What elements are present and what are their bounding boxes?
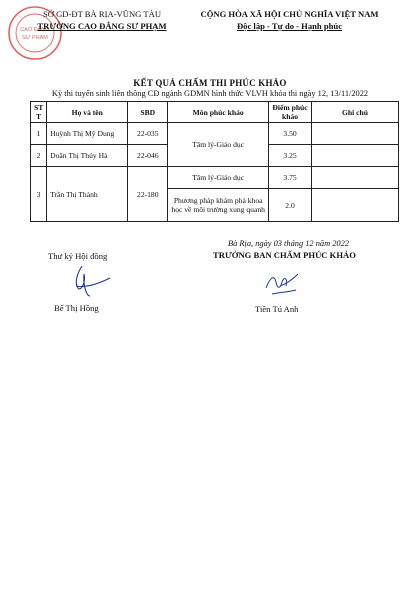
- header-name: Họ và tên: [47, 102, 128, 123]
- cell-name: Huỳnh Thị Mỹ Dung: [47, 123, 128, 145]
- cell-score: 3.25: [269, 145, 312, 167]
- national-motto: Độc lập - Tự do - Hạnh phúc: [236, 21, 343, 31]
- header-note: Ghi chú: [311, 102, 398, 123]
- cell-subject: Tâm lý-Giáo dục: [168, 123, 269, 167]
- head-signature: [262, 268, 302, 298]
- table-row: [31, 123, 399, 145]
- svg-text:SƯ PHẠM: SƯ PHẠM: [22, 35, 48, 41]
- cell-sbd: 22-180: [128, 167, 168, 222]
- cell-score: 3.50: [269, 123, 312, 145]
- cell-stt: 3: [31, 167, 47, 222]
- cell-sbd: 22-035: [128, 123, 168, 145]
- cell-subject: Tâm lý-Giáo dục: [168, 167, 269, 189]
- header-stt: ST T: [31, 102, 47, 123]
- secretary-signature: [68, 262, 114, 302]
- head-name: Tiền Tú Anh: [255, 304, 299, 314]
- cell-note: [311, 123, 398, 145]
- date-line: Bà Rịa, ngày 03 tháng 12 năm 2022: [228, 239, 349, 248]
- document-title: KẾT QUẢ CHẤM THI PHÚC KHẢO: [133, 78, 287, 88]
- secretary-title: Thư ký Hội đồng: [48, 251, 108, 261]
- header-left: [22, 8, 182, 32]
- school-name: TRƯỜNG CAO ĐẲNG SƯ PHẠM: [37, 21, 167, 31]
- cell-name: Trần Thị Thành: [47, 167, 128, 222]
- cell-stt: 1: [31, 123, 47, 145]
- header-score: Điểm phúc khảo: [269, 102, 312, 123]
- header-sbd: SBD: [128, 102, 168, 123]
- secretary-name: Bế Thị Hồng: [54, 303, 99, 313]
- cell-sbd: 22-046: [128, 145, 168, 167]
- cell-stt: 2: [31, 145, 47, 167]
- table-row: [31, 167, 399, 189]
- header-subject: Môn phúc khảo: [168, 102, 269, 123]
- cell-note: [311, 145, 398, 167]
- cell-name: Doãn Thị Thúy Hà: [47, 145, 128, 167]
- cell-note: [311, 189, 398, 222]
- department-name: SỞ GD-ĐT BÀ RỊA-VŨNG TÀU: [42, 9, 162, 19]
- head-title: TRƯỞNG BAN CHẤM PHÚC KHẢO: [213, 250, 356, 260]
- cell-score: 2.0: [269, 189, 312, 222]
- cell-subject: Phương pháp khám phá khoa học về môi trường xung quanh: [168, 189, 269, 222]
- results-table: [30, 101, 399, 222]
- header-right: [182, 8, 397, 32]
- cell-score: 3.75: [269, 167, 312, 189]
- table-header-row: [31, 102, 399, 123]
- cell-note: [311, 167, 398, 189]
- document-subtitle: Kỳ thi tuyển sinh liên thông CĐ ngành GDMN hình thức VLVH khóa thi ngày 12, 13/11/2022: [51, 89, 369, 98]
- svg-text:CAO ĐẲNG: CAO ĐẲNG: [20, 27, 50, 33]
- national-title: CỘNG HÒA XÃ HỘI CHỦ NGHĨA VIỆT NAM: [200, 9, 379, 19]
